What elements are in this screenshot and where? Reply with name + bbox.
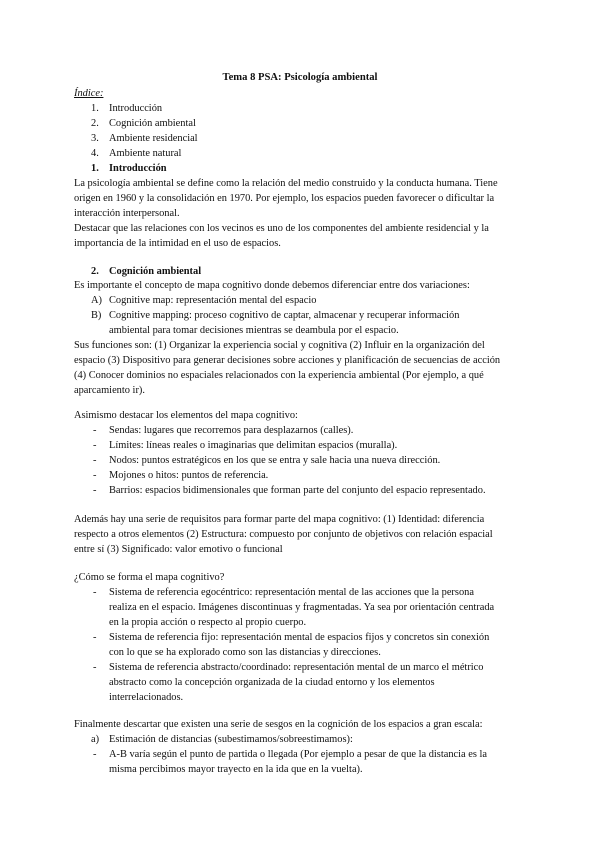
section-heading-cognicion: Cognición ambiental: [109, 266, 202, 277]
list-item: Estimación de distancias (subestimamos/sobreestimamos):: [109, 734, 353, 745]
paragraph-line: Asimismo destacar los elementos del mapa cognitivo:: [74, 410, 298, 421]
list-marker: a): [91, 734, 100, 745]
section-number: 1.: [91, 163, 99, 174]
list-item: Barrios: espacios bidimensionales que forman parte del conjunto del espacio representado.: [109, 485, 486, 496]
paragraph-line: entre sí (3) Significado: valor emotivo o funcional: [74, 544, 283, 555]
list-item: Límites: líneas reales o imaginarias que delimitan espacios (muralla).: [109, 440, 398, 451]
list-marker: A): [91, 295, 102, 306]
list-item: Mojones o hitos: puntos de referencia.: [109, 470, 269, 481]
paragraph-line: espacio (3) Dispositivo para generar decisiones sobre acciones y planificación de secuencias de acción: [74, 355, 501, 366]
list-item: misma percibimos mayor trayecto en la ida que en la vuelta).: [109, 764, 363, 775]
section-number: 2.: [91, 266, 99, 277]
paragraph-line: importancia de la intimidad en el uso de espacios.: [74, 238, 281, 249]
list-item: Sistema de referencia fijo: representación mental de espacios fijos y concretos sin conexión: [109, 632, 490, 643]
paragraph-line: interacción interpersonal.: [74, 208, 180, 219]
variation-cognitive-map: Cognitive map: representación mental del espacio: [109, 295, 317, 306]
list-item: Sistema de referencia egocéntrico: representación mental de las acciones que la persona: [109, 587, 474, 598]
section-heading-introduccion: Introducción: [109, 163, 167, 174]
dash-bullet: -: [93, 455, 97, 466]
list-item: Sendas: lugares que recorremos para desplazarnos (calles).: [109, 425, 354, 436]
variation-cognitive-mapping: Cognitive mapping: proceso cognitivo de captar, almacenar y recuperar información: [109, 310, 460, 321]
paragraph-line: ¿Cómo se forma el mapa cognitivo?: [74, 572, 225, 583]
dash-bullet: -: [93, 440, 97, 451]
index-item-introduccion: Introducción: [109, 103, 163, 114]
list-item: con lo que se ha explorado como son las distancias y direcciones.: [109, 647, 381, 658]
index-item-number: 1.: [91, 103, 99, 114]
index-item-residencial: Ambiente residencial: [109, 133, 198, 144]
dash-bullet: -: [93, 470, 97, 481]
list-item: abstracto como la concepción organizada de la ciudad entorno y los elementos: [109, 677, 435, 688]
dash-bullet: -: [93, 662, 97, 673]
list-item: en la propia acción o respecto al propio cuerpo.: [109, 617, 307, 628]
index-item-number: 2.: [91, 118, 99, 129]
paragraph-line: Finalmente descartar que existen una serie de sesgos en la cognición de los espacios a gran escala:: [74, 719, 483, 730]
paragraph-line: origen en 1960 y la consolidación en 1970. Por ejemplo, los espacios pueden favorecer o dificultar la: [74, 193, 495, 204]
list-item: interrelacionados.: [109, 692, 184, 703]
list-item: realiza en el espacio. Imágenes discontinuas y fragmentadas. Ya sea por orientación centrada: [109, 602, 495, 613]
dash-bullet: -: [93, 749, 97, 760]
paragraph-line: Es importante el concepto de mapa cognitivo donde debemos diferenciar entre dos variaciones:: [74, 280, 470, 291]
paragraph-line: Destacar que las relaciones con los vecinos es uno de los componentes del ambiente residencial y la: [74, 223, 489, 234]
index-item-number: 4.: [91, 148, 99, 159]
list-item: A-B varía según el punto de partida o llegada (Por ejemplo a pesar de que la distancia es la: [109, 749, 487, 760]
paragraph-line: La psicología ambiental se define como la relación del medio construido y la conducta humana. Tiene: [74, 178, 498, 189]
dash-bullet: -: [93, 485, 97, 496]
list-item: Nodos: puntos estratégicos en los que se entra y sale hacia una nueva dirección.: [109, 455, 441, 466]
index-item-natural: Ambiente natural: [109, 148, 182, 159]
index-item-cognicion: Cognición ambiental: [109, 118, 196, 129]
dash-bullet: -: [93, 632, 97, 643]
paragraph-line: Además hay una serie de requisitos para formar parte del mapa cognitivo: (1) Identidad: diferencia: [74, 514, 485, 525]
paragraph-line: (4) Conocer dominios no espaciales relacionados con la experiencia ambiental (Por ejemplo, a qué: [74, 370, 484, 381]
dash-bullet: -: [93, 587, 97, 598]
index-item-number: 3.: [91, 133, 99, 144]
document-title: Tema 8 PSA: Psicología ambiental: [222, 72, 378, 83]
index-heading: Índice:: [74, 88, 104, 99]
paragraph-line: Sus funciones son: (1) Organizar la experiencia social y cognitiva (2) Influir en la organización del: [74, 340, 485, 351]
paragraph-line: respecto a otros elementos (2) Estructura: compuesto por conjunto de objetivos con relación espacial: [74, 529, 493, 540]
dash-bullet: -: [93, 425, 97, 436]
variation-cognitive-mapping: ambiental para tomar decisiones mientras se deambula por el espacio.: [109, 325, 399, 336]
list-marker: B): [91, 310, 102, 321]
paragraph-line: aparcamiento ir).: [74, 385, 145, 396]
list-item: Sistema de referencia abstracto/coordinado: representación mental de un marco el métrico: [109, 662, 484, 673]
